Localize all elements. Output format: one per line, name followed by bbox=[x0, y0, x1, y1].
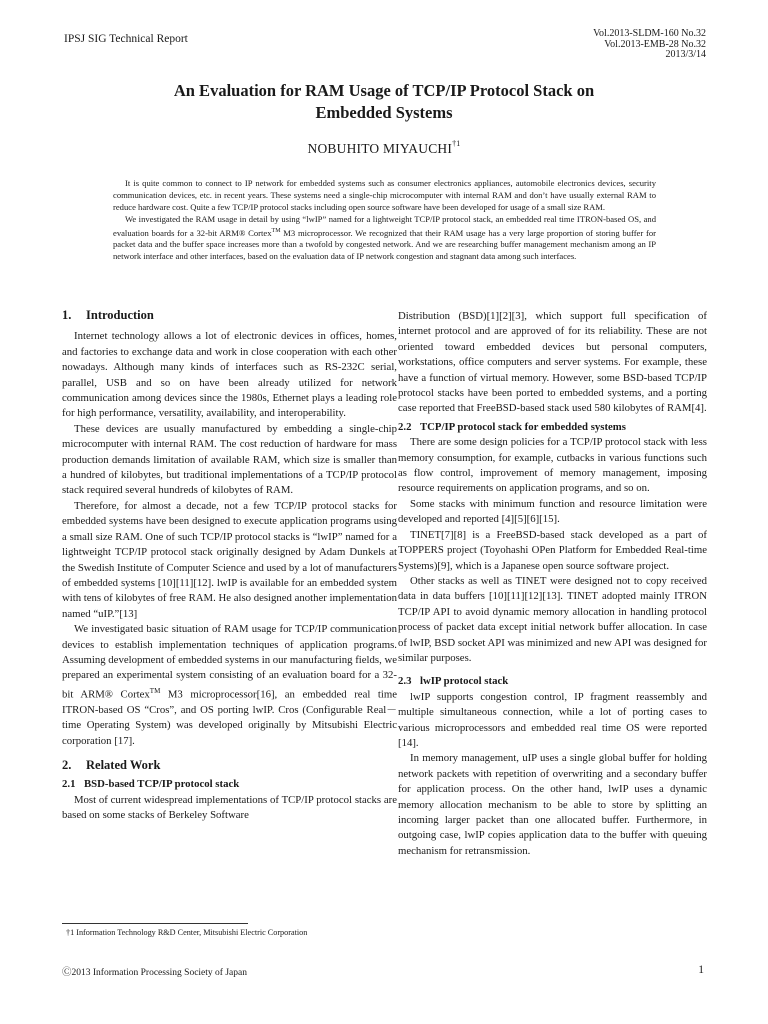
title-line: Embedded Systems bbox=[315, 103, 453, 122]
body-text: M3 microprocessor[16], an embedded real time ITRON-based OS “Cros”, and OS porting lwIP. Cros (Configurable Real－time Operating System) was developed originally by Mitsubishi Electric corporation [17]. bbox=[62, 688, 397, 747]
report-series: IPSJ SIG Technical Report bbox=[64, 33, 188, 45]
page-number: 1 bbox=[698, 964, 704, 976]
abstract-text: M3 microprocessor. We recognized that their RAM usage has a very large proportion of storing buffer for packet data and the buffer space increases more than a twofold by congested network. And we are researching buffer management mechanism among an IP network interface and other interfaces, based on the evaluation data of IP network congestion and stagnant data among such interfaces. bbox=[113, 227, 656, 262]
subsection-number: 2.3 bbox=[398, 675, 412, 688]
section-title: Related Work bbox=[86, 757, 161, 772]
body-paragraph: Some stacks with minimum function and resource limitation were developed and reported [4][5][6][15]. bbox=[398, 497, 707, 526]
trademark-mark: TM bbox=[271, 227, 281, 234]
body-paragraph: In memory management, uIP uses a single global buffer for holding network packets with repetition of overwriting and a secondary buffer for application process. On the other hand, lwIP uses a dynamic memory allocation mechanism to be able to store by splitting an incoming larger packet than one allocated buffer. Furthermore, in outgoing case, lwIP copies application data to the buffer with queuing mechanism for retransmission. bbox=[398, 752, 707, 857]
section-heading-related-work bbox=[62, 758, 397, 773]
body-paragraph: These devices are usually manufactured by embedding a single-chip microcomputer with internal RAM. The cost reduction of hardware for mass production demands limitation of available RAM, which size is smaller than a hundred of kilobytes, but traditional implementations of a TCP/IP protocol stack required several hundreds of kilobytes of RAM. bbox=[62, 422, 397, 497]
body-paragraph: Other stacks as well as TINET were designed not to copy received data in data buffers [10][11][12][13]. TINET adopted mainly ITRON TCP/IP API to avoid dynamic memory allocation in handling protocol process of packet data except initial network buffer allocation. In case of lwIP, BSD socket API was minimized and new API was designed for similar purposes. bbox=[398, 574, 707, 664]
author-name: NOBUHITO MIYAUCHI bbox=[307, 141, 453, 156]
volume-line: Vol.2013-SLDM-160 No.32 bbox=[593, 28, 706, 39]
footnote-divider bbox=[62, 923, 248, 924]
copyright-notice: Ⓒ2013 Information Processing Society of Japan bbox=[62, 968, 247, 978]
body-paragraph: Most of current widespread implementations of TCP/IP protocol stacks are based on some stacks of Berkeley Software bbox=[62, 793, 397, 822]
right-column bbox=[398, 309, 707, 859]
body-paragraph: lwIP supports congestion control, IP fragment reassembly and multiple simultaneous connection, while a lot of porting cases to various microprocessors and embedded real time OS were reported [14]. bbox=[398, 690, 707, 749]
subsection-title: BSD-based TCP/IP protocol stack bbox=[84, 778, 240, 791]
abstract bbox=[113, 178, 656, 263]
body-paragraph: TINET[7][8] is a FreeBSD-based stack developed as a part of TOPPERS project (Toyohashi OPen Platform for Embedded Real-time Systems)[9], which is a Japanese open source software project. bbox=[398, 528, 707, 572]
body-paragraph: Therefore, for almost a decade, not a few TCP/IP protocol stacks for embedded systems have been designed to execute application programs using a small size RAM. One of such TCP/IP protocol stacks is “lwIP” named for a lightweight TCP/IP protocol stack originally designed by Adam Dunkels at the Swedish Institute of Computer Science and used by a lot of manufacturers of embedded systems [10][11][12]. lwIP is available for an embedded system with tens of kilobytes of free RAM. He also designed another implementation named “uIP.”[13] bbox=[62, 499, 397, 620]
subsection-title: lwIP protocol stack bbox=[420, 675, 509, 688]
subsection-heading-bsd bbox=[62, 777, 397, 792]
section-number: 2. bbox=[62, 757, 72, 772]
abstract-paragraph: It is quite common to connect to IP network for embedded systems such as consumer electronics appliances, automobile electronics devices, security communication devices, etc. in recent years. These systems need a single-chip microcomputer with internal RAM and don’t have usually external RAM to reduce hardware cost. Quite a few TCP/IP protocol stacks including open source software have been developed for usage of a small size RAM. bbox=[113, 178, 656, 212]
section-title: Introduction bbox=[86, 308, 154, 322]
subsection-number: 2.2 bbox=[398, 420, 412, 433]
paper-title bbox=[64, 80, 704, 124]
footnote-affiliation: †1 Information Technology R&D Center, Mitsubishi Electric Corporation bbox=[66, 928, 308, 937]
body-paragraph bbox=[62, 622, 397, 749]
volume-line: Vol.2013-EMB-28 No.32 bbox=[604, 38, 706, 50]
abstract-paragraph bbox=[113, 214, 656, 263]
subsection-heading-lwip bbox=[398, 674, 707, 689]
subsection-title: TCP/IP protocol stack for embedded systems bbox=[420, 420, 626, 433]
section-heading-introduction bbox=[62, 308, 397, 323]
subsection-number: 2.1 bbox=[62, 778, 76, 791]
abstract-text: We investigated the RAM usage in detail by using “lwIP” named for a lightweight TCP/IP protocol stack, an embedded real time ITRON-based OS, and evaluation boards for a 32-bit ARM® Cortex bbox=[113, 213, 656, 238]
author bbox=[64, 141, 704, 157]
subsection-heading-embedded-stacks bbox=[398, 420, 707, 435]
title-line: An Evaluation for RAM Usage of TCP/IP Protocol Stack on bbox=[173, 81, 595, 100]
left-column bbox=[62, 308, 397, 824]
trademark-mark: TM bbox=[149, 686, 161, 695]
body-paragraph: Internet technology allows a lot of electronic devices in offices, homes, and factories to exchange data and work in close cooperation with each other nowadays. Although many kinds of interfaces such as RS-232C serial, parallel, USB and so on have been already utilized for network communication among devices since the 1980s, Ethernet plays a leading role for high performance, versatility, availability, and interoperability. bbox=[62, 330, 397, 420]
date-line: 2013/3/14 bbox=[665, 49, 706, 60]
body-paragraph: Distribution (BSD)[1][2][3], which support full specification of internet protocol and are approved of for its reliability. These are not oriented toward embedded devices but personal computers, workstations, office computers and server systems. For example, these have a function of virtual memory. However, some BSD-based TCP/IP protocol stacks have been ported to embedded systems, and a porting case reported that FreeBSD-based stack used 580 kilobytes of RAM[4]. bbox=[398, 310, 707, 415]
body-text: We investigated basic situation of RAM usage for TCP/IP communication devices to establish implementation techniques of application programs. Assuming development of embedded systems in our manufacturing fields, we prepared an experimental system consisting of an evaluation board for a 32-bit ARM® Cortex bbox=[62, 623, 397, 701]
body-paragraph: There are some design policies for a TCP/IP protocol stack with less memory consumption, for example, cutbacks in various functions such as flow control, improvement of memory management, imposing resource requirements on application programs, and so on. bbox=[398, 436, 707, 495]
section-number: 1. bbox=[62, 308, 72, 322]
affiliation-mark: †1 bbox=[452, 139, 461, 148]
volume-info bbox=[593, 29, 706, 61]
